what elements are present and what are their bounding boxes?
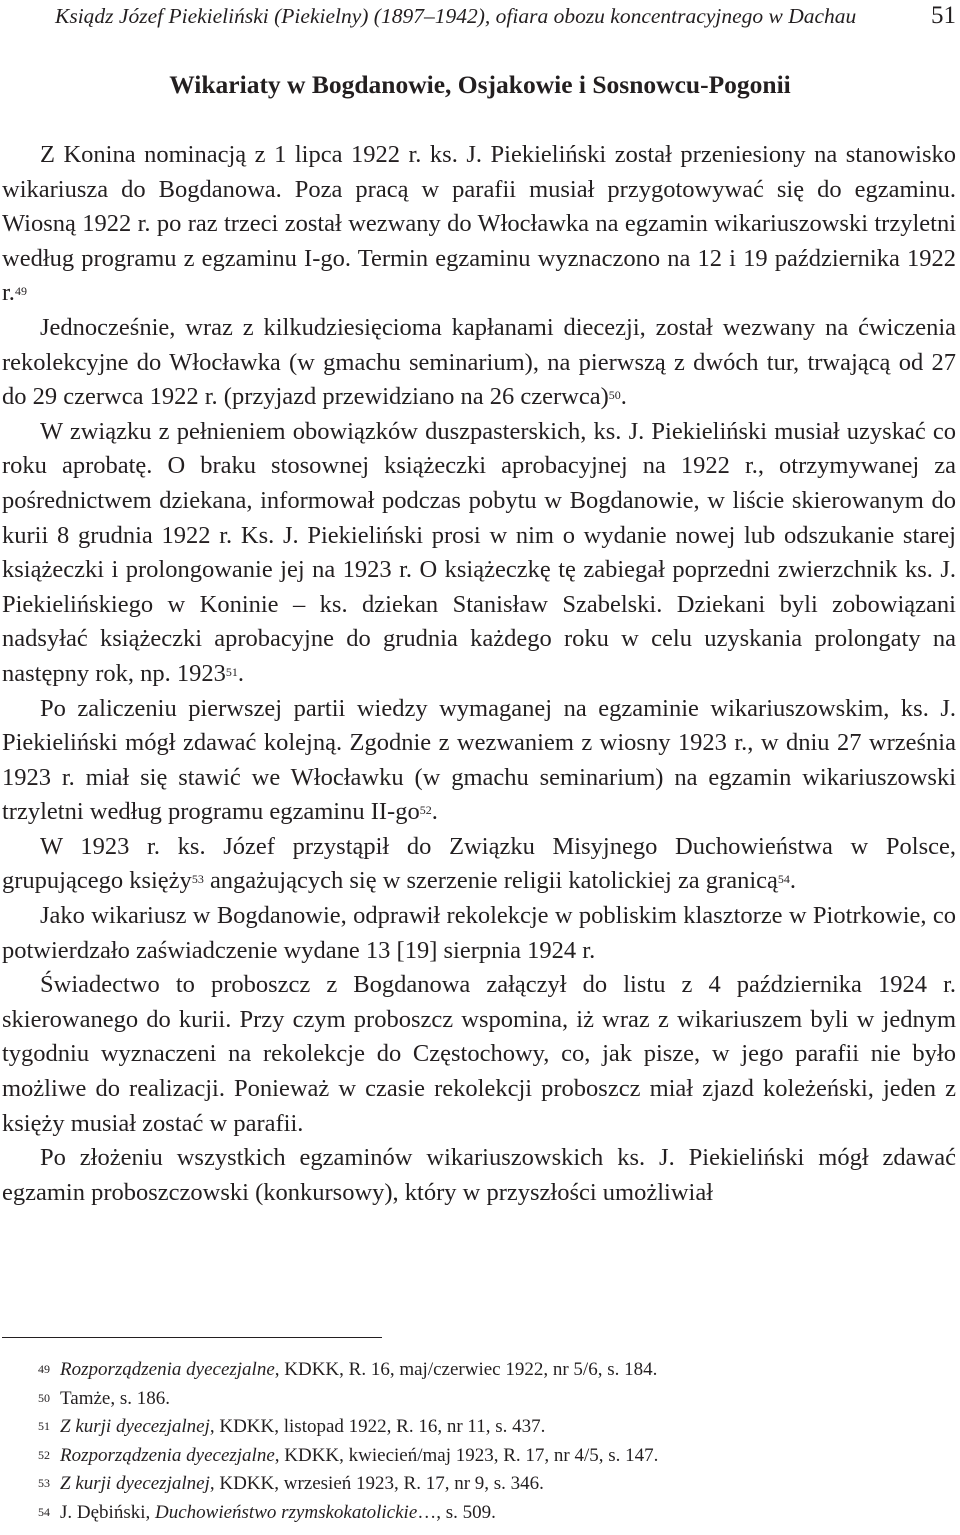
- footnote-50: [38, 1385, 940, 1414]
- paragraph-text: Jednocześnie, wraz z kilkudziesięcioma kapłanami diecezji, został wezwany na ćwiczenia rekolekcyjne do Włocławka (w gmachu seminarium), na pierwszą z dwóch tur, trwającą od 27 do 29 czerwca 1922 r. (przyjazd przewidziano na 26 czerwca): [2, 313, 956, 411]
- paragraph-text: angażujących się w szerzenie religii katolickiej za granicą: [203, 867, 778, 895]
- paragraph-text: W 1923 r. ks. Józef przystąpił do Związku Misyjnego Duchowieństwa w Polsce, grupującego księży: [2, 832, 956, 895]
- footnote-text: , KDKK, kwiecień/maj 1923, R. 17, nr 4/5, s. 147.: [274, 1444, 659, 1466]
- footnote-text: , KDKK, wrzesień 1923, R. 17, nr 9, s. 346.: [209, 1473, 544, 1494]
- footnote-ref: 49: [14, 284, 27, 299]
- footnote-source-title: Rozporządzenia dyecezjalne: [60, 1444, 275, 1466]
- footnote-separator: [2, 1337, 382, 1338]
- footnote-52: [38, 1442, 940, 1471]
- footnote-51: [38, 1413, 940, 1442]
- footnote-53: [38, 1470, 940, 1499]
- paragraph-text: .: [237, 659, 244, 687]
- paragraph-text: Po zaliczeniu pierwszej partii wiedzy wymaganej na egzaminie wikariuszowskim, ks. J. Piekieliński mógł zdawać kolejną. Zgodnie z wezwaniem z wiosny 1923 r., w dniu 27 września 1923 r. miał się stawić we Włocławku (w gmachu seminarium) na egzamin wikariuszowski trzyletni według programu egzaminu II-go: [2, 694, 956, 826]
- footnote-number: 49: [38, 1362, 50, 1376]
- footnote-number: 52: [38, 1447, 50, 1462]
- footnote-49: [38, 1356, 940, 1385]
- paragraph-text: Świadectwo to proboszcz z Bogdanowa załączył do listu z 4 października 1924 r. skierowanego do kurii. Przy czym proboszcz wspomina, iż wraz z wikariuszem byli w jednym tygodniu wyznaczeni na rekolekcje do Częstochowy, co, jak pisze, w jego parafii nie było możliwe do realizacji. Ponieważ w czasie rekolekcji proboszcz miał zjazd koleżeński, jeden z księży musiał zostać w parafii.: [2, 971, 956, 1137]
- paragraph-text: .: [431, 798, 438, 826]
- paragraph-text: .: [789, 867, 797, 895]
- footnote-text: , KDKK, listopad 1922, R. 16, nr 11, s. 437.: [209, 1416, 546, 1437]
- page-number: 51: [931, 2, 956, 29]
- paragraph-text: Po złożeniu wszystkich egzaminów wikariuszowskich ks. J. Piekieliński mógł zdawać egzamin proboszczowski (konkursowy), który w przyszłości umożliwiał: [2, 1144, 956, 1206]
- paragraph-text: Jako wikariusz w Bogdanowie, odprawił rekolekcje w pobliskim klasztorze w Piotrkowie, co potwierdzało zaświadczenie wydane 13 [19] sierpnia 1924 r.: [2, 902, 956, 964]
- footnote-source-title: Duchowieństwo rzymskokatolickie: [155, 1501, 418, 1523]
- paragraph-5: [2, 830, 956, 899]
- chapter-title: Wikariaty w Bogdanowie, Osjakowie i Sosnowcu-Pogonii: [169, 70, 791, 99]
- footnote-source-title: Rozporządzenia dyecezjalne: [60, 1359, 275, 1380]
- footnote-ref: 53: [191, 872, 204, 887]
- footnote-source-title: Z kurji dyecezjalnej: [60, 1416, 210, 1437]
- running-title: Ksiądz Józef Piekieliński (Piekielny) (1897–1942), ofiara obozu koncentracyjnego w Dachau: [55, 4, 857, 28]
- footnote-ref: 54: [777, 872, 790, 887]
- footnote-ref: 51: [225, 664, 238, 679]
- paragraph-3: [2, 415, 956, 692]
- footnote-number: 50: [38, 1390, 50, 1405]
- footnote-number: 51: [38, 1419, 50, 1433]
- footnote-ref: 52: [419, 803, 432, 818]
- footnote-ref: 50: [608, 388, 621, 403]
- footnotes: [38, 1356, 940, 1527]
- paragraph-2: [2, 311, 956, 415]
- paragraph-1: [2, 138, 956, 311]
- footnote-54: [38, 1499, 940, 1528]
- footnote-text: , KDKK, R. 16, maj/czerwiec 1922, nr 5/6, s. 184.: [274, 1359, 658, 1380]
- footnote-text: …, s. 509.: [417, 1501, 496, 1523]
- footnote-author: J. Dębiński,: [60, 1501, 155, 1523]
- footnote-source-title: Z kurji dyecezjalnej: [60, 1473, 210, 1494]
- paragraph-text: W związku z pełnieniem obowiązków duszpasterskich, ks. J. Piekieliński musiał uzyskać co roku aprobatę. O braku stosownej książeczki aprobacyjnej na 1922 r., otrzymywanej za pośrednictwem dziekana, informował podczas pobytu w Bogdanowie, w liście skierowanym do kurii 8 grudnia 1922 r. Ks. J. Piekieliński prosi w nim o wydanie nowej lub odszukanie starej książeczki i prolongowanie jej na 1923 r. O książeczkę tę zabiegał poprzedni zwierzchnik ks. J. Piekielińskiego w Koninie – ks. dziekan Stanisław Szabelski. Dziekani byli zobowiązani nadsyłać książeczki aprobacyjne do grudnia każdego roku w celu uzyskania prolongaty na następny rok, np. 1923: [2, 417, 956, 687]
- paragraph-6: [2, 899, 956, 1141]
- body-text: [2, 138, 956, 1210]
- footnote-number: 54: [38, 1504, 50, 1519]
- running-header: [55, 2, 956, 32]
- paragraph-text: .: [620, 383, 627, 411]
- paragraph-4: [2, 692, 956, 830]
- paragraph-7: [2, 1141, 956, 1210]
- footnote-text: Tamże, s. 186.: [60, 1387, 171, 1409]
- paragraph-text: Z Konina nominacją z 1 lipca 1922 r. ks. J. Piekieliński został przeniesiony na stanowisko wikariusza do Bogdanowa. Poza pracą w parafii musiał przygotowywać się do egzaminu. Wiosną 1922 r. po raz trzeci został wezwany do Włocławka na egzamin wikariuszowski trzyletni według programu z egzaminu I-go. Termin egzaminu wyznaczono na 12 i 19 października 1922 r.: [2, 141, 956, 307]
- footnote-number: 53: [38, 1476, 50, 1490]
